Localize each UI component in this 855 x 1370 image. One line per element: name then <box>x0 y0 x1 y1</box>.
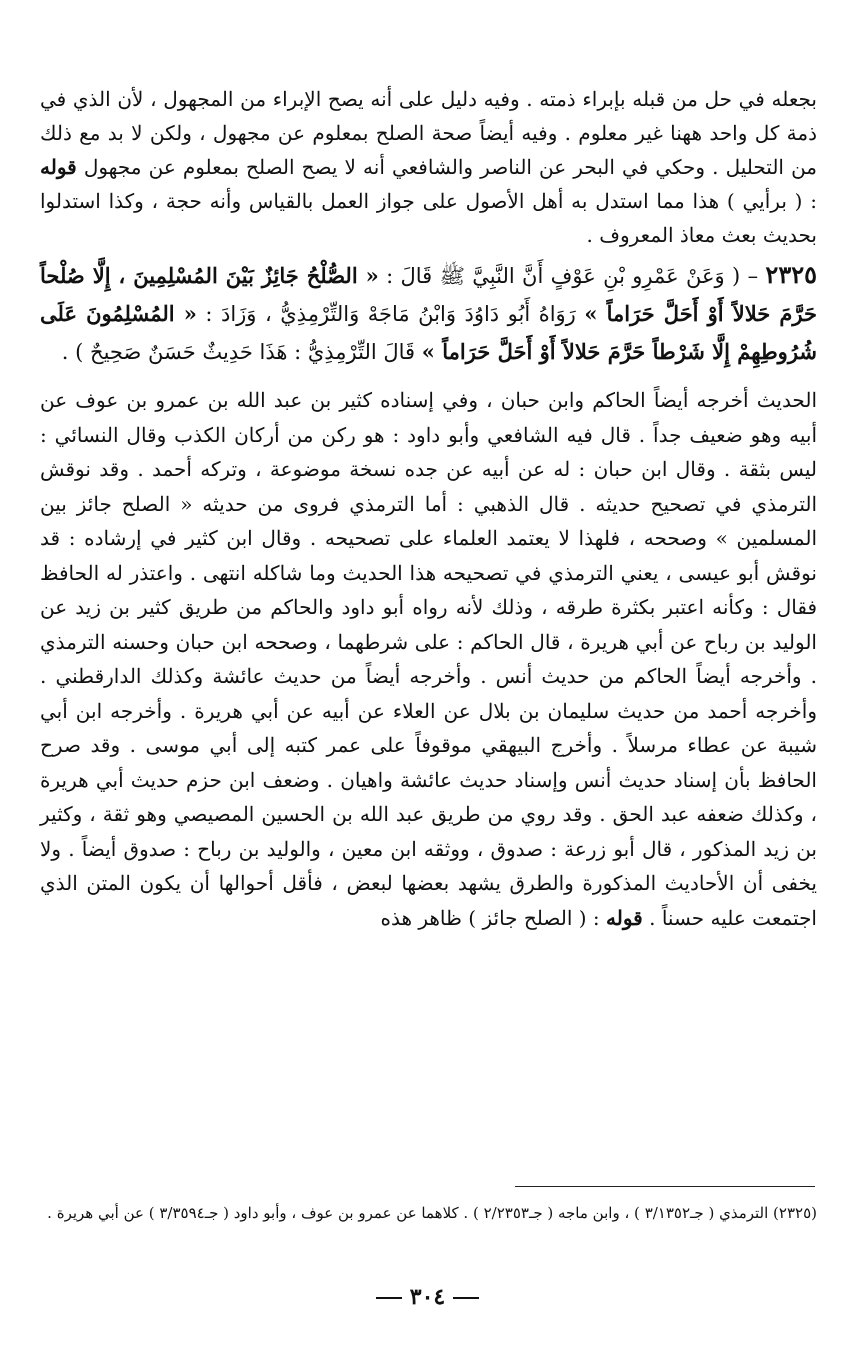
qawluhu-label-2: قوله <box>606 905 643 930</box>
page-number-block <box>0 1284 855 1310</box>
qawluhu-label: قوله <box>40 155 77 179</box>
hadith-narration: رَوَاهُ أَبُو دَاوُدَ وَابْنُ مَاجَهْ وَالتِّرْمِذِيُّ ، وَزَادَ : <box>205 302 576 326</box>
commentary-text-2: : ( الصلح جائز ) ظاهر هذه <box>380 905 600 930</box>
page-number-dash-right <box>453 1297 479 1299</box>
hadith-grading: قَالَ التِّرْمِذِيُّ : هَذَا حَدِيثٌ حَسَنٌ صَحِيحٌ ) . <box>61 340 416 364</box>
page-body <box>40 82 817 935</box>
hadith-matn-2: « المُسْلِمُونَ عَلَى شُرُوطِهِمْ إِلَّا شَرْطاً حَرَّمَ حَلالاً أَوْ أَحَلَّ حَرَاماً » <box>40 301 817 364</box>
page-number-dash-left <box>376 1297 402 1299</box>
commentary-paragraph <box>40 383 817 935</box>
commentary-text-1: الحديث أخرجه أيضاً الحاكم وابن حبان ، وفي إسناده كثير بن عبد الله بن عمرو بن عوف عن أبيه وهو ضعيف جداً . قال فيه الشافعي وأبو داود : هو ركن من أركان الكذب وقال النسائي : ليس بثقة . وقال ابن حبان : له عن أبيه عن جده نسخة موضوعة ، وتركه أحمد . وقد نوقش الترمذي في تصحيح حديثه . قال الذهبي : أما الترمذي فروى من حديثه « الصلح جائز بين المسلمين » وصححه ، فلهذا لا يعتمد العلماء على تصحيحه . وقال ابن كثير في إرشاده : قد نوقش أبو عيسى ، يعني الترمذي في تصحيحه هذا الحديث وما شاكله انتهى . واعتذر له الحافظ فقال : وكأنه اعتبر بكثرة طرقه ، وذلك لأنه رواه أبو داود والحاكم من طريق كثير بن زيد عن الوليد بن رباح عن أبي هريرة ، قال الحاكم : على شرطهما ، وصححه ابن حبان وحسنه الترمذي . وأخرجه أيضاً الحاكم من حديث أنس . وأخرجه أيضاً من حديث عائشة وكذلك الدارقطني . وأخرجه أحمد من حديث سليمان بن بلال عن العلاء عن أبيه عن أبي هريرة . وأخرجه ابن أبي شيبة عن عطاء مرسلاً . وأخرج البيهقي موقوفاً على عمر كتبه إلى أبي موسى . وقد صرح الحافظ بأن إسناد حديث أنس وإسناد حديث عائشة واهيان . وضعف ابن حزم حديث أبي هريرة ، وكذلك ضعفه عبد الحق . وقد روي من طريق عبد الله بن الحسين المصيصي وهو ثقة ، وكثير بن زيد المذكور ، قال أبو زرعة : صدوق ، ووثقه ابن معين ، والوليد بن رباح : صدوق أيضاً . ولا يخفى أن الأحاديث المذكورة والطرق يشهد بعضها لبعض ، فأقل أحوالها أن يكون المتن الذي اجتمعت عليه حسناً . <box>40 388 818 930</box>
commentary-paragraph-top <box>40 82 817 252</box>
footnote: (٢٣٢٥) الترمذي ( جـ٣/١٣٥٢ ) ، وابن ماجه ( جـ٢/٢٣٥٣ ) . كلاهما عن عمرو بن عوف ، وأبو داود ( جـ٣/٣٥٩٤ ) عن أبي هريرة . <box>47 1204 817 1222</box>
hadith-intro: – ( وَعَنْ عَمْرِو بْنِ عَوْفٍ أَنَّ النَّبِيَّ ﷺ قَالَ : <box>386 264 759 288</box>
paragraph-top-text-2: : ( برأيي ) هذا مما استدل به أهل الأصول على جواز العمل بالقياس وأنه حجة ، وكذا استدلوا بحديث بعث معاذ المعروف . <box>40 189 817 247</box>
hadith-matn-1: « الصُّلْحُ جَائِزٌ بَيْنَ المُسْلِمِينَ ، إِلَّا صُلْحاً حَرَّمَ حَلالاً أَوْ أَحَلَّ حَرَاماً » <box>40 263 817 326</box>
hadith-number: ٢٣٢٥ <box>765 260 817 289</box>
footnote-separator <box>515 1186 815 1187</box>
hadith-text <box>40 256 817 371</box>
paragraph-top-text-1: بجعله في حل من قبله بإبراء ذمته . وفيه دليل على أنه يصح الإبراء من المجهول ، لأن الذي في ذمة كل واحد ههنا غير معلوم . وفيه أيضاً صحة الصلح بمعلوم عن مجهول ، ولكن لا بد مع ذلك من التحليل . وحكي في البحر عن الناصر والشافعي أنه لا يصح الصلح بمعلوم عن مجهول <box>40 87 818 179</box>
page-number: ٣٠٤ <box>409 1284 446 1310</box>
